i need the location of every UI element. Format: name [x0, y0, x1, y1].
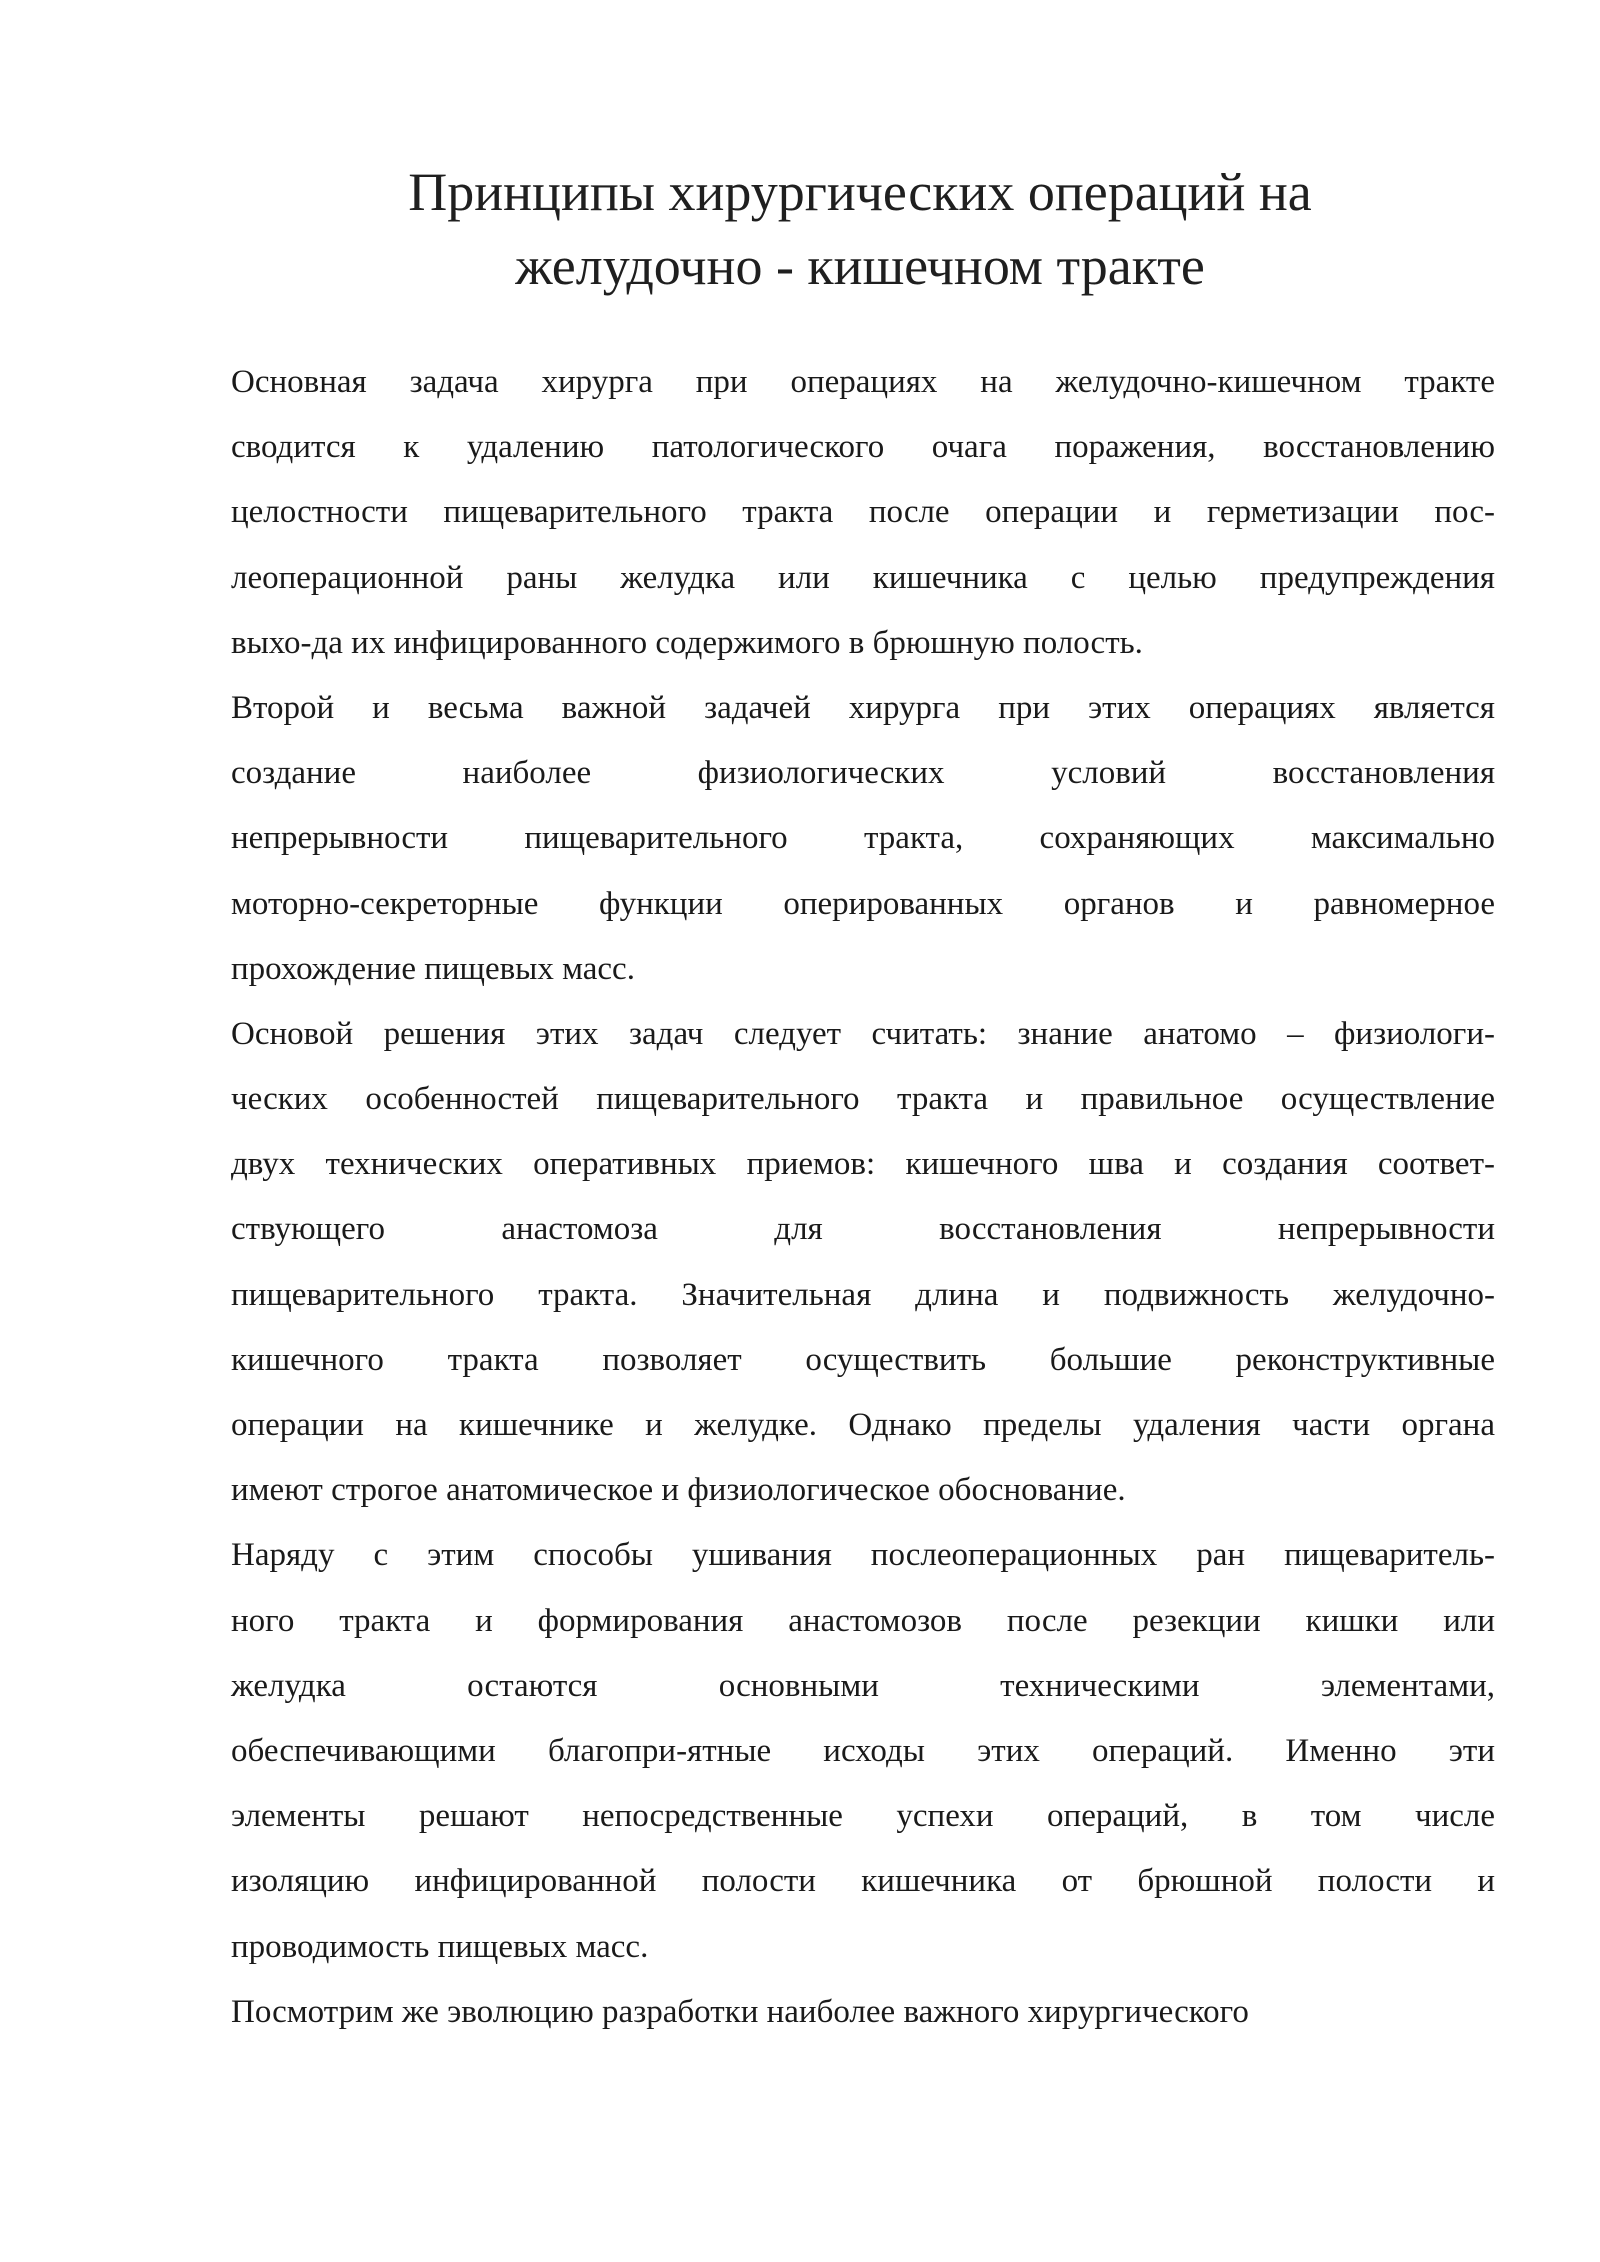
body-line: Наряду с этим способы ушивания послеоперационных ран пищеваритель- [231, 1537, 1495, 1574]
body-line: операции на кишечнике и желудке. Однако пределы удаления части органа [231, 1407, 1495, 1443]
document-body [231, 350, 1495, 2045]
body-line: ствующего анастомоза для восстановления непрерывности [231, 1211, 1495, 1248]
document-title [230, 155, 1490, 303]
title-line-2: желудочно - кишечном тракте [515, 236, 1205, 296]
body-line: сводится к удалению патологического очага поражения, восстановлению [231, 429, 1495, 466]
body-line: целостности пищеварительного тракта после операции и герметизации пос- [231, 494, 1495, 531]
body-line: Посмотрим же эволюцию разработки наиболее важного хирургического [231, 1993, 1249, 2030]
body-line: ческих особенностей пищеварительного тракта и правильное осуществление [231, 1081, 1495, 1118]
body-line: создание наиболее физиологических условий восстановления [231, 755, 1495, 792]
body-line: желудка остаются основными техническими элементами, [231, 1667, 1495, 1704]
body-line: двух технических оперативных приемов: кишечного шва и создания соответ- [231, 1146, 1495, 1183]
body-line: моторно-секреторные функции оперированных органов и равномерное [231, 885, 1495, 922]
body-line: Второй и весьма важной задачей хирурга при этих операциях является [231, 689, 1495, 726]
body-line: ного тракта и формирования анастомозов после резекции кишки или [231, 1602, 1495, 1639]
body-line: проводимость пищевых масс. [231, 1928, 649, 1965]
body-line: кишечного тракта позволяет осуществить большие реконструктивные [231, 1341, 1495, 1378]
body-line: элементы решают непосредственные успехи операций, в том числе [231, 1798, 1495, 1835]
body-line: пищеварительного тракта. Значительная длина и подвижность желудочно- [231, 1276, 1495, 1313]
title-line-1: Принципы хирургических операций на [408, 162, 1312, 222]
body-line: непрерывности пищеварительного тракта, сохраняющих максимально [231, 820, 1495, 857]
body-line: Основная задача хирурга при операциях на желудочно-кишечном тракте [231, 364, 1495, 400]
body-line: выхо-да их инфицированного содержимого в брюшную полость. [231, 624, 1143, 661]
body-line: леоперационной раны желудка или кишечника с целью предупреждения [231, 559, 1495, 596]
body-line: изоляцию инфицированной полости кишечника от брюшной полости и [231, 1863, 1495, 1900]
body-line: Основой решения этих задач следует считать: знание анатомо – физиологи- [231, 1015, 1495, 1052]
body-line: имеют строгое анатомическое и физиологическое обоснование. [231, 1472, 1126, 1509]
body-line: обеспечивающими благопри-ятные исходы этих операций. Именно эти [231, 1732, 1495, 1769]
body-line: прохождение пищевых масс. [231, 950, 635, 987]
